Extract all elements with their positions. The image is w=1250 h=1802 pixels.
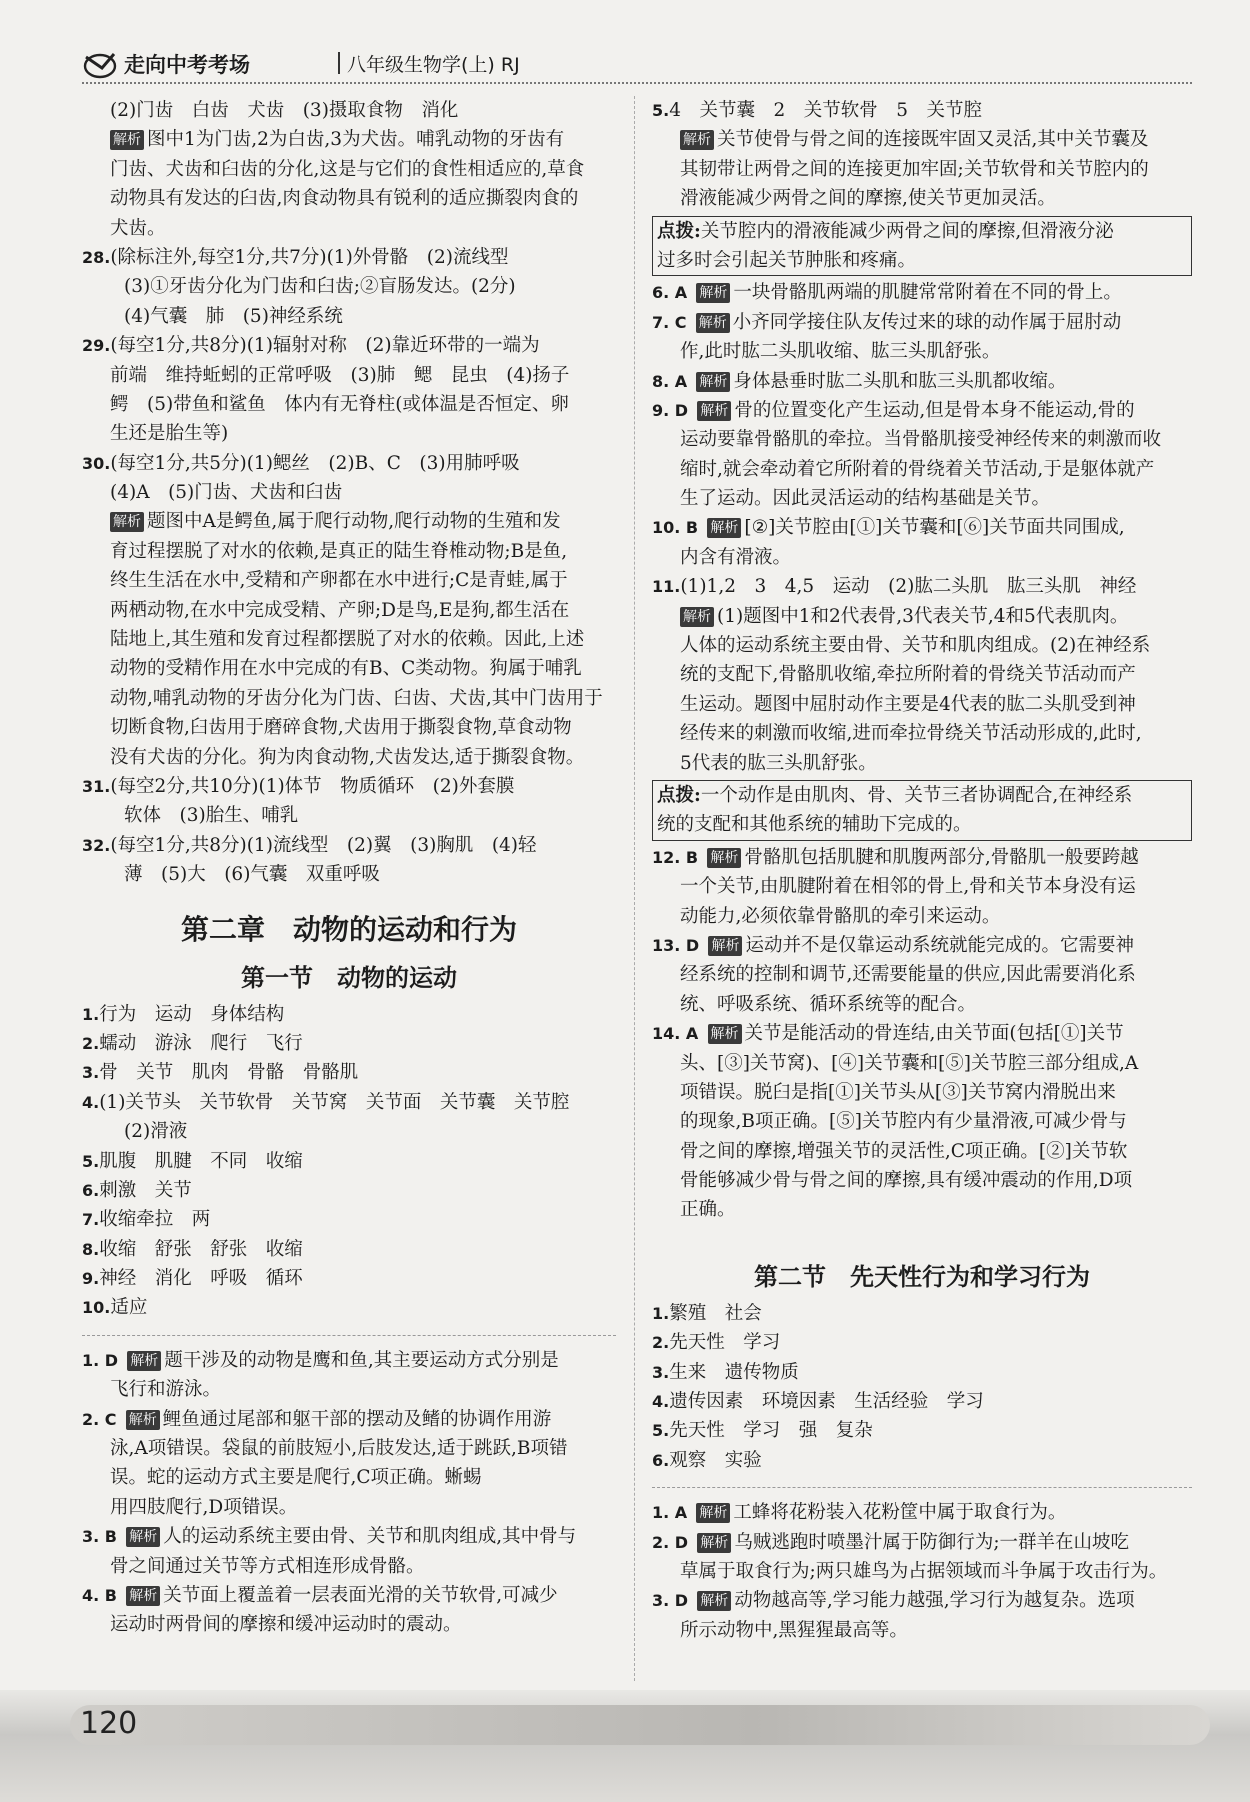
line-text: 肌腹 肌腱 不同 收缩 <box>99 1150 303 1172</box>
line-text: 神经 消化 呼吸 循环 <box>99 1268 303 1290</box>
text-line <box>82 478 616 507</box>
line-text: 育过程摆脱了对水的依赖,是真正的陆生脊椎动物;B是鱼, <box>110 540 568 562</box>
text-line <box>652 1387 1192 1416</box>
line-text: 用四肢爬行,D项错误。 <box>110 1496 298 1518</box>
text-line <box>82 331 616 360</box>
text-line <box>652 1358 1192 1387</box>
line-text: 繁殖 社会 <box>669 1302 762 1324</box>
question-number: 5. <box>652 1421 670 1441</box>
analysis-tag: 解析 <box>707 518 741 538</box>
line-text: 遗传因素 环境因素 生活经验 学习 <box>669 1391 984 1413</box>
line-text: 题干涉及的动物是鹰和鱼,其主要运动方式分别是 <box>164 1349 559 1371</box>
analysis-tag: 解析 <box>110 512 144 532</box>
text-line <box>82 713 616 742</box>
tip-text: 一个动作是由肌肉、骨、关节三者协调配合,在神经系 <box>700 784 1133 806</box>
line-text: 骨骼肌包括肌腱和肌腹两部分,骨骼肌一般要跨越 <box>744 846 1139 868</box>
tip-box <box>652 216 1192 277</box>
text-line <box>652 1416 1192 1445</box>
line-text: 人的运动系统主要由骨、关节和肌肉组成,其中骨与 <box>163 1526 577 1548</box>
analysis-tag: 解析 <box>696 372 730 392</box>
line-text: (1)关节头 关节软骨 关节窝 关节面 关节囊 关节腔 <box>99 1091 570 1113</box>
question-number: 6. A <box>652 283 688 303</box>
line-text: 乌贼逃跑时喷墨汁属于防御行为;一群羊在山坡吃 <box>734 1531 1130 1553</box>
line-text: (3)①牙齿分化为门齿和臼齿;②盲肠发达。(2分) <box>124 276 516 298</box>
text-line <box>82 302 616 331</box>
text-line <box>82 654 616 683</box>
line-text: 骨的位置变化产生运动,但是骨本身不能运动,骨的 <box>734 399 1135 421</box>
line-text: 身体悬垂时肱二头肌和肱三头肌都收缩。 <box>733 370 1067 392</box>
text-line <box>82 1088 616 1117</box>
tip-line <box>657 217 1187 246</box>
line-text: 生还是胎生等) <box>110 423 229 445</box>
analysis-tag: 解析 <box>680 607 714 627</box>
footer-band <box>70 1705 1210 1745</box>
line-text: 门齿、犬齿和臼齿的分化,这是与它们的食性相适应的,草食 <box>110 158 585 180</box>
line-text: 的现象,B项正确。[⑤]关节腔内有少量滑液,可减少骨与 <box>680 1111 1127 1133</box>
line-text: 滑液能减少两骨之间的摩擦,使关节更加灵活。 <box>680 188 1056 210</box>
text-line <box>652 455 1192 484</box>
line-text: 适应 <box>110 1297 148 1319</box>
question-number: 3. D <box>652 1591 689 1611</box>
question-number: 8. A <box>652 371 688 391</box>
section-divider <box>82 1335 616 1336</box>
text-line <box>652 155 1192 184</box>
question-number: 1. D <box>82 1350 119 1370</box>
text-line <box>652 1166 1192 1195</box>
question-number: 6. <box>82 1180 100 1200</box>
text-line <box>82 1293 616 1322</box>
line-text: 人体的运动系统主要由骨、关节和肌肉组成。(2)在神经系 <box>680 635 1151 657</box>
question-number: 4. <box>82 1092 100 1112</box>
text-line <box>82 1058 616 1087</box>
text-line <box>652 960 1192 989</box>
question-number: 2. <box>82 1033 100 1053</box>
text-line <box>652 749 1192 778</box>
question-number: 8. <box>82 1239 100 1259</box>
text-line <box>82 1176 616 1205</box>
tip-text: 统的支配和其他系统的辅助下完成的。 <box>657 814 972 836</box>
text-line <box>652 931 1192 960</box>
text-line <box>652 1498 1192 1527</box>
line-text: 收缩 舒张 舒张 收缩 <box>99 1238 303 1260</box>
text-line <box>82 831 616 860</box>
line-text: (每空2分,共10分)(1)体节 物质循环 (2)外套膜 <box>110 775 515 797</box>
question-number: 2. D <box>652 1532 689 1552</box>
tip-label: 点拨: <box>657 220 701 242</box>
text-line <box>652 1328 1192 1357</box>
text-line <box>82 184 616 213</box>
line-text: 题图中A是鳄鱼,属于爬行动物,爬行动物的生殖和发 <box>147 511 561 533</box>
question-number: 1. <box>82 1004 100 1024</box>
question-number: 13. D <box>652 935 700 955</box>
text-line <box>82 125 616 154</box>
line-text: 5代表的肱三头肌舒张。 <box>680 752 877 774</box>
line-text: 薄 (5)大 (6)气囊 双重呼吸 <box>124 864 380 886</box>
text-line <box>82 1346 616 1375</box>
analysis-tag: 解析 <box>126 1527 160 1547</box>
analysis-tag: 解析 <box>697 1591 731 1611</box>
line-text: 一块骨骼肌两端的肌腱常常附着在不同的骨上。 <box>733 282 1122 304</box>
line-text: 鳄 (5)带鱼和鲨鱼 体内有无脊柱(或体温是否恒定、卵 <box>110 393 569 415</box>
brand-title: 走向中考考场 <box>124 53 250 77</box>
question-number: 29. <box>82 336 111 356</box>
right-column <box>652 96 1192 1645</box>
line-text: 经系统的控制和调节,还需要能量的供应,因此需要消化系 <box>680 964 1136 986</box>
question-number: 1. <box>652 1303 670 1323</box>
text-line <box>82 860 616 889</box>
text-line <box>82 1029 616 1058</box>
line-text: 蠕动 游泳 爬行 飞行 <box>99 1032 303 1054</box>
line-text: 没有犬齿的分化。狗为肉食动物,犬齿发达,适于撕裂食物。 <box>110 746 585 768</box>
line-text: 泳,A项错误。袋鼠的前肢短小,后肢发达,适于跳跃,B项错 <box>110 1438 568 1460</box>
text-line <box>82 1264 616 1293</box>
line-text: 动物的受精作用在水中完成的有B、C类动物。狗属于哺乳 <box>110 658 582 680</box>
analysis-tag: 解析 <box>696 313 730 333</box>
brand-logo-icon <box>82 48 118 80</box>
line-text: (每空1分,共8分)(1)辐射对称 (2)靠近环带的一端为 <box>110 335 540 357</box>
question-number: 31. <box>82 776 111 796</box>
analysis-tag: 解析 <box>696 283 730 303</box>
text-line <box>82 772 616 801</box>
text-line <box>652 1446 1192 1475</box>
line-text: 飞行和游泳。 <box>110 1379 222 1401</box>
text-line <box>652 1049 1192 1078</box>
line-text: 关节是能活动的骨连结,由关节面(包括[①]关节 <box>744 1023 1124 1045</box>
header-divider <box>338 52 340 74</box>
tip-text: 过多时会引起关节肿胀和疼痛。 <box>657 249 917 271</box>
line-text: 草属于取食行为;两只雄鸟为占据领域而斗争属于攻击行为。 <box>680 1560 1168 1582</box>
line-text: (除标注外,每空1分,共7分)(1)外骨骼 (2)流线型 <box>110 246 509 268</box>
text-line <box>82 1205 616 1234</box>
question-number: 12. B <box>652 847 699 867</box>
question-number: 2. <box>652 1333 670 1353</box>
text-line <box>652 396 1192 425</box>
analysis-tag: 解析 <box>708 1024 742 1044</box>
text-line <box>82 801 616 830</box>
line-text: 先天性 学习 强 复杂 <box>669 1420 873 1442</box>
analysis-tag: 解析 <box>110 130 144 150</box>
analysis-tag: 解析 <box>680 130 714 150</box>
line-text: 图中1为门齿,2为白齿,3为犬齿。哺乳动物的牙齿有 <box>147 129 565 151</box>
line-text: 生来 遗传物质 <box>669 1361 799 1383</box>
analysis-tag: 解析 <box>707 848 741 868</box>
text-line <box>82 1375 616 1404</box>
line-text: 其韧带让两骨之间的连接更加牢固;关节软骨和关节腔内的 <box>680 158 1149 180</box>
page-header <box>82 44 1192 84</box>
text-line <box>82 1147 616 1176</box>
line-text: 观察 实验 <box>669 1449 762 1471</box>
text-line <box>82 1463 616 1492</box>
section-heading: 第二节 先天性行为和学习行为 <box>754 1262 1090 1291</box>
tip-line <box>657 781 1187 810</box>
text-line <box>82 1000 616 1029</box>
line-text: 关节面上覆盖着一层表面光滑的关节软骨,可减少 <box>163 1584 558 1606</box>
line-text: 误。蛇的运动方式主要是爬行,C项正确。蜥蜴 <box>110 1467 482 1489</box>
question-number: 32. <box>82 835 111 855</box>
line-text: (1)题图中1和2代表骨,3代表关节,4和5代表肌肉。 <box>717 605 1129 627</box>
text-line <box>82 214 616 243</box>
text-line <box>652 1195 1192 1224</box>
analysis-tag: 解析 <box>126 1586 160 1606</box>
text-line <box>652 278 1192 307</box>
text-line <box>82 390 616 419</box>
text-line <box>82 1235 616 1264</box>
text-line <box>82 625 616 654</box>
text-line <box>652 367 1192 396</box>
line-text: 关节使骨与骨之间的连接既牢固又灵活,其中关节囊及 <box>717 129 1149 151</box>
line-text: 动物越高等,学习能力越强,学习行为越复杂。选项 <box>734 1590 1135 1612</box>
line-text: 刺激 关节 <box>99 1179 192 1201</box>
line-text: (每空1分,共5分)(1)鳃丝 (2)B、C (3)用肺呼吸 <box>110 452 520 474</box>
question-number: 4. B <box>82 1585 117 1605</box>
text-line <box>652 690 1192 719</box>
line-text: 运动时两骨间的摩擦和缓冲运动时的震动。 <box>110 1614 462 1636</box>
text-line <box>652 125 1192 154</box>
tip-text: 关节腔内的滑液能减少两骨之间的摩擦,但滑液分泌 <box>700 220 1114 242</box>
text-line <box>82 566 616 595</box>
line-text: 先天性 学习 <box>669 1332 781 1354</box>
line-text: 作,此时肱二头肌收缩、肱三头肌舒张。 <box>680 341 1001 363</box>
text-line <box>82 1434 616 1463</box>
text-line <box>652 1586 1192 1615</box>
question-number: 5. <box>652 101 670 120</box>
line-text: 项错误。脱臼是指[①]关节头从[③]关节窝内滑脱出来 <box>680 1081 1116 1103</box>
text-line <box>652 1299 1192 1328</box>
line-text: 生了运动。因此灵活运动的结构基础是关节。 <box>680 488 1051 510</box>
question-number: 3. B <box>82 1527 117 1547</box>
text-line <box>82 1405 616 1434</box>
line-text: 动物具有发达的臼齿,肉食动物具有锐利的适应撕裂肉食的 <box>110 188 579 210</box>
line-text: 动能力,必须依靠骨骼肌的牵引来运动。 <box>680 905 1001 927</box>
line-text: 两栖动物,在水中完成受精、产卵;D是鸟,E是狗,都生活在 <box>110 599 570 621</box>
text-line <box>652 308 1192 337</box>
text-line <box>652 660 1192 689</box>
question-number: 2. C <box>82 1409 117 1429</box>
text-line <box>652 572 1192 601</box>
text-line <box>652 513 1192 542</box>
line-text: 前端 维持蚯蚓的正常呼吸 (3)肺 鳃 昆虫 (4)扬子 <box>110 364 570 386</box>
tip-line <box>657 246 1187 275</box>
text-line <box>652 631 1192 660</box>
line-text: 头、[③]关节窝)、[④]关节囊和[⑤]关节腔三部分组成,A <box>680 1052 1139 1074</box>
analysis-tag: 解析 <box>697 401 731 421</box>
text-line <box>652 1078 1192 1107</box>
question-number: 9. <box>82 1269 100 1289</box>
text-line <box>82 743 616 772</box>
text-line <box>652 184 1192 213</box>
question-number: 3. <box>82 1063 100 1083</box>
question-number: 10. <box>82 1298 111 1318</box>
text-line <box>652 843 1192 872</box>
question-number: 9. D <box>652 400 689 420</box>
text-line <box>82 449 616 478</box>
column-divider <box>634 96 636 1681</box>
text-line <box>82 1117 616 1146</box>
text-line <box>652 1019 1192 1048</box>
line-text: 所示动物中,黑猩猩最高等。 <box>680 1619 908 1641</box>
text-line <box>652 1616 1192 1645</box>
question-number: 7. <box>82 1210 100 1230</box>
question-number: 11. <box>652 577 681 597</box>
line-text: (4)气囊 肺 (5)神经系统 <box>124 305 343 327</box>
page-number: 120 <box>80 1706 138 1741</box>
analysis-tag: 解析 <box>708 936 742 956</box>
text-line <box>82 1581 616 1610</box>
line-text: 经传来的刺激而收缩,进而牵拉骨绕关节活动形成的,此时, <box>680 723 1142 745</box>
analysis-tag: 解析 <box>127 1351 161 1371</box>
analysis-tag: 解析 <box>696 1503 730 1523</box>
line-text: 动物,哺乳动物的牙齿分化为门齿、臼齿、犬齿,其中门齿用于 <box>110 687 603 709</box>
text-line <box>652 872 1192 901</box>
text-line <box>82 1552 616 1581</box>
text-line <box>652 543 1192 572</box>
text-line <box>652 1137 1192 1166</box>
analysis-tag: 解析 <box>126 1410 160 1430</box>
left-column <box>82 96 616 1640</box>
line-text: 终生生活在水中,受精和产卵都在水中进行;C是青蛙,属于 <box>110 570 568 592</box>
line-text: 骨之间的摩擦,增强关节的灵活性,C项正确。[②]关节软 <box>680 1140 1128 1162</box>
section-heading: 第一节 动物的运动 <box>241 963 457 992</box>
text-line <box>652 96 1192 125</box>
section-divider <box>652 1487 1192 1488</box>
text-line <box>82 361 616 390</box>
text-line <box>82 1493 616 1522</box>
text-line <box>82 507 616 536</box>
text-line <box>82 537 616 566</box>
text-line <box>652 902 1192 931</box>
line-text: 陆地上,其生殖和发育过程都摆脱了对水的依赖。因此,上述 <box>110 629 585 651</box>
line-text: 骨能够减少骨与骨之间的摩擦,具有缓冲震动的作用,D项 <box>680 1170 1133 1192</box>
text-line <box>82 419 616 448</box>
line-text: 生运动。题图中屈肘动作主要是4代表的肱二头肌受到神 <box>680 693 1136 715</box>
line-text: (2)门齿 白齿 犬齿 (3)摄取食物 消化 <box>110 100 459 121</box>
question-number: 3. <box>652 1362 670 1382</box>
analysis-tag: 解析 <box>697 1533 731 1553</box>
line-text: 犬齿。 <box>110 217 166 239</box>
header-dotted-rule <box>82 82 1192 84</box>
line-text: 切断食物,臼齿用于磨碎食物,犬齿用于撕裂食物,草食动物 <box>110 717 572 739</box>
line-text: (2)滑液 <box>124 1121 188 1143</box>
line-text: 运动要靠骨骼肌的牵拉。当骨骼肌接受神经传来的刺激而收 <box>680 429 1162 451</box>
line-text: 骨 关节 肌肉 骨骼 骨骼肌 <box>99 1062 359 1084</box>
text-line <box>652 602 1192 631</box>
question-number: 28. <box>82 247 111 267</box>
question-number: 4. <box>652 1392 670 1412</box>
question-number: 14. A <box>652 1024 699 1044</box>
line-text: 工蜂将花粉装入花粉筐中属于取食行为。 <box>733 1502 1067 1524</box>
question-number: 5. <box>82 1151 100 1171</box>
text-line <box>652 1528 1192 1557</box>
line-text: 内含有滑液。 <box>680 546 792 568</box>
line-text: 运动并不是仅靠运动系统就能完成的。它需要神 <box>745 934 1134 956</box>
line-text: [②]关节腔由[①]关节囊和[⑥]关节面共同围成, <box>744 517 1125 539</box>
line-text: 4 关节囊 2 关节软骨 5 关节腔 <box>669 100 983 121</box>
line-text: 骨之间通过关节等方式相连形成骨骼。 <box>110 1555 425 1577</box>
text-line <box>82 1610 616 1639</box>
text-line <box>82 684 616 713</box>
tip-label: 点拨: <box>657 784 701 806</box>
line-text: 统的支配下,骨骼肌收缩,牵拉所附着的骨绕关节活动而产 <box>680 664 1136 686</box>
text-line <box>82 596 616 625</box>
text-line <box>82 272 616 301</box>
line-text: 一个关节,由肌腱附着在相邻的骨上,骨和关节本身没有运 <box>680 876 1136 898</box>
line-text: 鲤鱼通过尾部和躯干部的摆动及鳍的协调作用游 <box>162 1408 552 1430</box>
text-line <box>652 1557 1192 1586</box>
tip-box <box>652 780 1192 841</box>
tip-line <box>657 810 1187 839</box>
text-line <box>652 990 1192 1019</box>
text-line <box>82 96 616 125</box>
question-number: 7. C <box>652 312 687 332</box>
line-text: 缩时,就会牵动着它所附着的骨绕着关节活动,于是躯体就产 <box>680 458 1155 480</box>
question-number: 10. B <box>652 518 699 538</box>
line-text: 软体 (3)胎生、哺乳 <box>124 805 299 827</box>
text-line <box>82 1522 616 1551</box>
text-line <box>652 425 1192 454</box>
text-line <box>652 484 1192 513</box>
text-line <box>652 337 1192 366</box>
question-number: 6. <box>652 1450 670 1470</box>
line-text: (1)1,2 3 4,5 运动 (2)肱二头肌 肱三头肌 神经 <box>680 576 1137 598</box>
text-line <box>82 155 616 184</box>
subject-title: 八年级生物学(上) RJ <box>347 54 520 76</box>
line-text: (4)A (5)门齿、犬齿和臼齿 <box>110 482 343 504</box>
chapter-heading: 第二章 动物的运动和行为 <box>180 912 517 946</box>
line-text: 正确。 <box>680 1199 736 1221</box>
line-text: 收缩牵拉 两 <box>99 1209 211 1231</box>
question-number: 30. <box>82 453 111 473</box>
text-line <box>82 243 616 272</box>
line-text: 统、呼吸系统、循环系统等的配合。 <box>680 993 977 1015</box>
question-number: 1. A <box>652 1503 688 1523</box>
line-text: 小齐同学接住队友传过来的球的动作属于屈肘动 <box>732 311 1122 333</box>
line-text: 行为 运动 身体结构 <box>99 1003 285 1025</box>
text-line <box>652 1107 1192 1136</box>
text-line <box>652 719 1192 748</box>
line-text: (每空1分,共8分)(1)流线型 (2)翼 (3)胸肌 (4)轻 <box>110 834 537 856</box>
